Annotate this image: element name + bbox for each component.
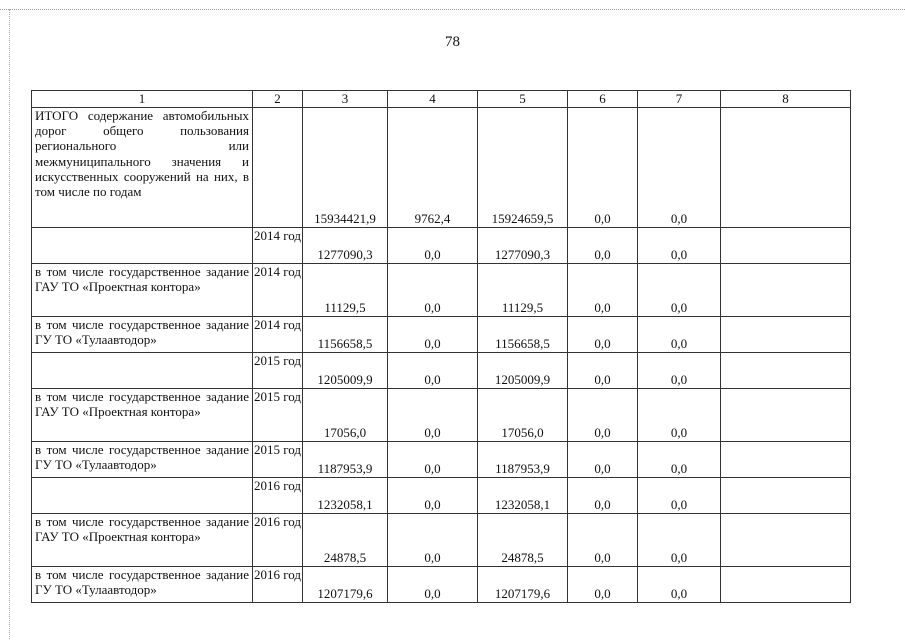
value-col-4: 0,0 <box>388 567 478 603</box>
column-header: 8 <box>721 91 851 108</box>
value-col-8 <box>721 353 851 389</box>
row-description: в том числе государственное задание ГУ ТО «Тулаавтодор» <box>32 567 253 603</box>
budget-table <box>31 90 851 603</box>
value-col-8 <box>721 567 851 603</box>
value-col-7: 0,0 <box>638 442 721 478</box>
scan-edge-left <box>9 9 10 639</box>
row-description: в том числе государственное задание ГАУ ТО «Проектная контора» <box>32 514 253 567</box>
value-col-3: 1156658,5 <box>303 317 388 353</box>
row-description <box>32 478 253 514</box>
value-col-8 <box>721 317 851 353</box>
row-year: 2014 год <box>253 317 303 353</box>
value-col-4: 0,0 <box>388 228 478 264</box>
value-col-7: 0,0 <box>638 478 721 514</box>
row-description: в том числе государственное задание ГУ ТО «Тулаавтодор» <box>32 442 253 478</box>
value-col-5: 11129,5 <box>478 264 568 317</box>
value-col-7: 0,0 <box>638 353 721 389</box>
value-col-3: 1187953,9 <box>303 442 388 478</box>
value-col-8 <box>721 228 851 264</box>
value-col-6: 0,0 <box>568 264 638 317</box>
value-col-3: 1207179,6 <box>303 567 388 603</box>
value-col-3: 1205009,9 <box>303 353 388 389</box>
value-col-4: 9762,4 <box>388 108 478 228</box>
column-header: 1 <box>32 91 253 108</box>
value-col-5: 1156658,5 <box>478 317 568 353</box>
value-col-5: 1205009,9 <box>478 353 568 389</box>
row-description: ИТОГО содержание автомобильных дорог общего пользования регионального или межмуниципального значения и искусственных сооружений на них, в том числе по годам <box>32 108 253 228</box>
value-col-7: 0,0 <box>638 264 721 317</box>
value-col-7: 0,0 <box>638 317 721 353</box>
column-header: 5 <box>478 91 568 108</box>
column-header: 2 <box>253 91 303 108</box>
value-col-8 <box>721 108 851 228</box>
table-row <box>32 264 851 317</box>
row-description: в том числе государственное задание ГАУ ТО «Проектная контора» <box>32 264 253 317</box>
value-col-3: 24878,5 <box>303 514 388 567</box>
row-description <box>32 353 253 389</box>
value-col-8 <box>721 264 851 317</box>
value-col-8 <box>721 442 851 478</box>
value-col-5: 15924659,5 <box>478 108 568 228</box>
value-col-5: 1187953,9 <box>478 442 568 478</box>
header-row <box>32 91 851 108</box>
value-col-6: 0,0 <box>568 389 638 442</box>
row-description: в том числе государственное задание ГУ ТО «Тулаавтодор» <box>32 317 253 353</box>
value-col-6: 0,0 <box>568 514 638 567</box>
column-header: 4 <box>388 91 478 108</box>
value-col-4: 0,0 <box>388 317 478 353</box>
value-col-3: 15934421,9 <box>303 108 388 228</box>
value-col-7: 0,0 <box>638 389 721 442</box>
value-col-3: 1277090,3 <box>303 228 388 264</box>
value-col-6: 0,0 <box>568 108 638 228</box>
value-col-5: 1277090,3 <box>478 228 568 264</box>
row-year: 2015 год <box>253 353 303 389</box>
value-col-8 <box>721 478 851 514</box>
row-year: 2016 год <box>253 478 303 514</box>
table-row <box>32 317 851 353</box>
value-col-3: 1232058,1 <box>303 478 388 514</box>
value-col-7: 0,0 <box>638 228 721 264</box>
value-col-6: 0,0 <box>568 442 638 478</box>
table-row <box>32 108 851 228</box>
row-year: 2016 год <box>253 567 303 603</box>
value-col-6: 0,0 <box>568 317 638 353</box>
table-row <box>32 442 851 478</box>
value-col-6: 0,0 <box>568 353 638 389</box>
table-row <box>32 353 851 389</box>
scan-edge-top <box>0 9 905 10</box>
table-row <box>32 389 851 442</box>
table-row <box>32 567 851 603</box>
value-col-4: 0,0 <box>388 389 478 442</box>
value-col-7: 0,0 <box>638 567 721 603</box>
value-col-5: 17056,0 <box>478 389 568 442</box>
row-description: в том числе государственное задание ГАУ ТО «Проектная контора» <box>32 389 253 442</box>
row-description <box>32 228 253 264</box>
table-row <box>32 478 851 514</box>
value-col-6: 0,0 <box>568 478 638 514</box>
value-col-6: 0,0 <box>568 228 638 264</box>
row-year: 2016 год <box>253 514 303 567</box>
page-number: 78 <box>445 34 460 50</box>
value-col-4: 0,0 <box>388 264 478 317</box>
value-col-4: 0,0 <box>388 478 478 514</box>
table-row <box>32 228 851 264</box>
value-col-4: 0,0 <box>388 353 478 389</box>
column-header: 3 <box>303 91 388 108</box>
value-col-6: 0,0 <box>568 567 638 603</box>
value-col-5: 24878,5 <box>478 514 568 567</box>
value-col-5: 1232058,1 <box>478 478 568 514</box>
value-col-4: 0,0 <box>388 514 478 567</box>
value-col-5: 1207179,6 <box>478 567 568 603</box>
value-col-3: 17056,0 <box>303 389 388 442</box>
column-header: 7 <box>638 91 721 108</box>
row-year: 2014 год <box>253 264 303 317</box>
table-row <box>32 514 851 567</box>
row-year <box>253 108 303 228</box>
column-header: 6 <box>568 91 638 108</box>
row-year: 2015 год <box>253 389 303 442</box>
value-col-8 <box>721 389 851 442</box>
value-col-8 <box>721 514 851 567</box>
value-col-4: 0,0 <box>388 442 478 478</box>
row-year: 2014 год <box>253 228 303 264</box>
value-col-7: 0,0 <box>638 514 721 567</box>
value-col-7: 0,0 <box>638 108 721 228</box>
row-year: 2015 год <box>253 442 303 478</box>
value-col-3: 11129,5 <box>303 264 388 317</box>
